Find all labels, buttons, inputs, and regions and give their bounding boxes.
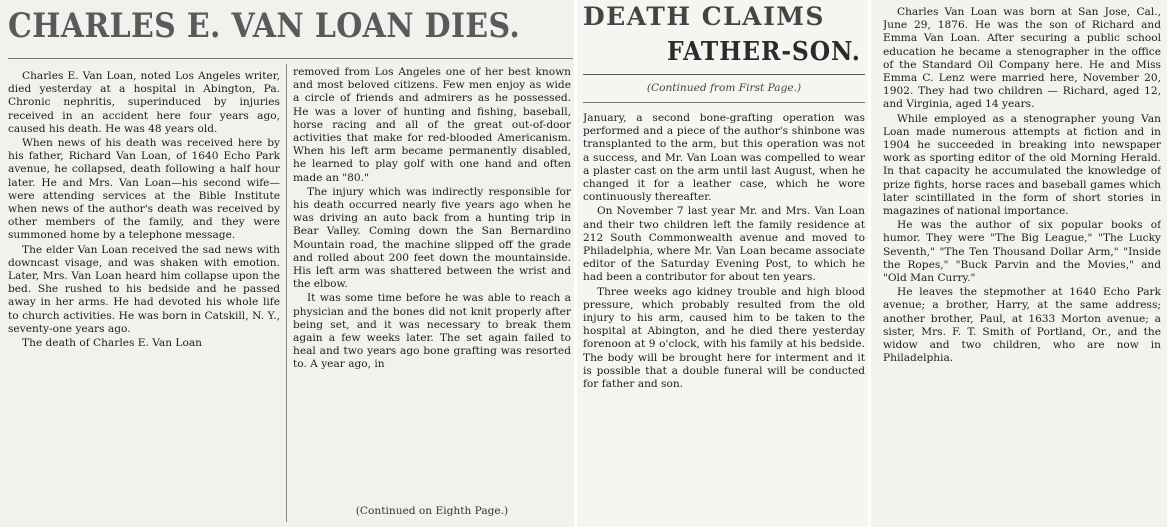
headline: CHARLES E. VAN LOAN DIES. bbox=[8, 6, 521, 46]
article-column bbox=[583, 112, 865, 524]
continued-note: (Continued on Eighth Page.) bbox=[355, 505, 509, 517]
continued-from-note: (Continued from First Page.) bbox=[646, 82, 802, 94]
article-column-1 bbox=[8, 70, 280, 520]
paragraph: On November 7 last year Mr. and Mrs. Van Loan and their two children left the family residence at 212 South Commonwealth avenue and moved to Philadelphia, where Mr. Van Loan became associate editor of the Saturday Evening Post, to which he had been a contributor for about ten years. bbox=[583, 205, 865, 284]
column-divider bbox=[286, 64, 287, 522]
article-clipping-death-claims bbox=[577, 0, 871, 527]
paragraph: When news of his death was received here by his father, Richard Van Loan, of 1640 Echo Park avenue, he collapsed, death following a half hour later. He and Mrs. Van Loan—his second wife—were attending services at the Bible Institute when news of the author's death was received by other members of the family, and they were summoned home by a telephone message. bbox=[8, 137, 280, 242]
headline-line-1: DEATH CLAIMS bbox=[583, 2, 825, 31]
paragraph: The death of Charles E. Van Loan bbox=[22, 337, 202, 350]
paragraph: The injury which was indirectly responsible for his death occurred nearly five years ago when he was driving an auto back from a hunting trip in Bear Valley. Coming down the San Bernardino Mountain road, the machine slipped off the grade and rolled about 200 feet down the mountainside. His left arm was shattered between the wrist and the elbow. bbox=[293, 185, 571, 291]
subhead-rule bbox=[583, 102, 865, 103]
article-clipping-biography bbox=[871, 0, 1167, 527]
paragraph: It was some time before he was able to reach a physician and the bones did not knit properly after being set, and it was necessary to break them again a few weeks later. The set again failed to heal and two years ago bone grafting was resorted to. A year ago, in bbox=[293, 292, 571, 371]
article-column bbox=[883, 6, 1161, 524]
headline-rule bbox=[583, 74, 865, 75]
headline-line-2: FATHER-SON. bbox=[667, 37, 861, 67]
paragraph: He was the author of six popular books of humor. They were "The Big League," "The Lucky Seventh," "The Ten Thousand Dollar Arm," "Inside the Ropes," "Buck Parvin and the Movies," and "Old Man Curry." bbox=[883, 219, 1161, 285]
paragraph: Charles E. Van Loan, noted Los Angeles writer, died yesterday at a hospital in Abington, Pa. Chronic nephritis, superinduced by injuries received in an accident here four years ago, caused his death. He was 48 years old. bbox=[8, 70, 280, 135]
paragraph: January, a second bone-grafting operation was performed and a piece of the author's shinbone was transplanted to the arm, but this operation was not a success, and Mr. Van Loan was compelled to wear a plaster cast on the arm until last August, when he changed it for a leather case, which he wore continuously thereafter. bbox=[583, 112, 865, 204]
paragraph: While employed as a stenographer young Van Loan made numerous attempts at fiction and in 1904 he succeeded in breaking into newspaper work as sporting editor of the old Morning Herald. In that capacity he accumulated the knowledge of prize fights, horse races and baseball games which later scintillated in the form of short stories in magazines of national importance. bbox=[883, 112, 1161, 218]
headline-rule bbox=[8, 58, 573, 59]
article-column-2 bbox=[293, 66, 571, 500]
paragraph: Charles Van Loan was born at San Jose, Cal., June 29, 1876. He was the son of Richard and Emma Van Loan. After securing a public school education he became a stenographer in the office of the Standard Oil Company here. He and Miss Emma C. Lenz were married here, November 20, 1902. They had two children — Richard, aged 12, and Virginia, aged 14 years. bbox=[883, 6, 1161, 111]
paragraph: He leaves the stepmother at 1640 Echo Park avenue; a brother, Harry, at the same address; another brother, Paul, at 1633 Morton avenue; a sister, Mrs. F. T. Smith of Portland, Or., and the widow and two children, who are now in Philadelphia. bbox=[883, 286, 1161, 365]
paragraph: The elder Van Loan received the sad news with downcast visage, and was shaken with emotion. Later, Mrs. Van Loan heard him collapse upon the bed. She rushed to his bedside and he passed away in her arms. He had devoted his whole life to church activities. He was born in Catskill, N. Y., seventy-one years ago. bbox=[8, 243, 280, 335]
article-clipping-van-loan-dies bbox=[0, 0, 577, 527]
paragraph: Three weeks ago kidney trouble and high blood pressure, which probably resulted from the old injury to his arm, caused him to be taken to the hospital at Abington, and he died there yesterday forenoon at 9 o'clock, with his family at his bedside. The body will be brought here for interment and it is possible that a double funeral will be conducted for father and son. bbox=[583, 285, 865, 391]
paragraph: removed from Los Angeles one of her best known and most beloved citizens. Few men enjoy as wide a circle of friends and admirers as he possessed. He was a lover of hunting and fishing, baseball, horse racing and all of the great out-of-door activities that make for red-blooded Americanism. When his left arm became permanently disabled, he learned to play golf with one hand and often made an "80." bbox=[293, 66, 571, 184]
